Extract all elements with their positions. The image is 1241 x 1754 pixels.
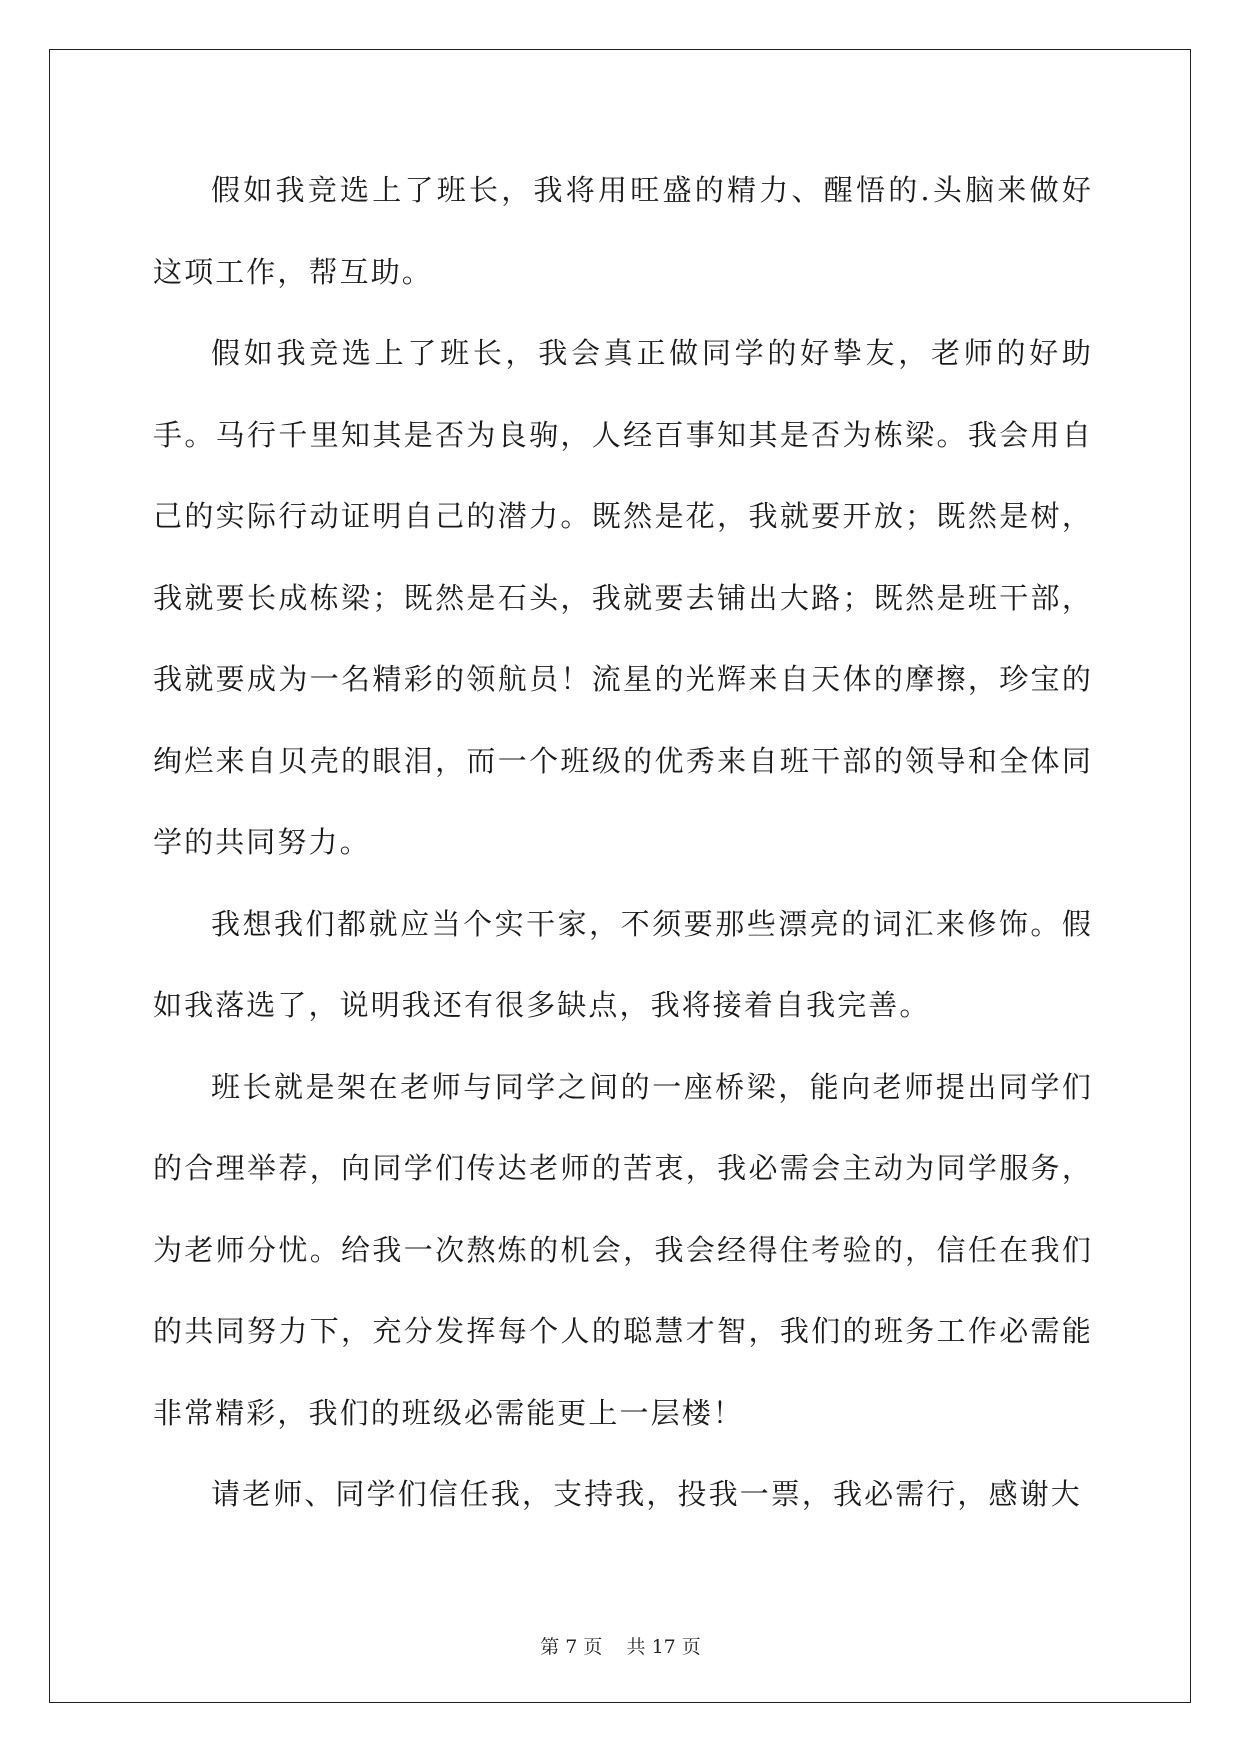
paragraph-4: 班长就是架在老师与同学之间的一座桥梁，能向老师提出同学们的合理举荐，向同学们传达老师的苦衷，我必需会主动为同学服务，为老师分忧。给我一次熬炼的机会，我会经得住考验的，信任在我们的共同努力下，充分发挥每个人的聪慧才智，我们的班务工作必需能非常精彩，我们的班级必需能更上一层楼！ [153, 1069, 1093, 1430]
document-body [153, 150, 1093, 1536]
paragraph-3: 我想我们都就应当个实干家，不须要那些漂亮的词汇来修饰。假如我落选了，说明我还有很多缺点，我将接着自我完善。 [153, 906, 1093, 1022]
paragraph-5: 请老师、同学们信任我，支持我，投我一票，我必需行，感谢大 [211, 1477, 1082, 1511]
paragraph-2: 假如我竞选上了班长，我会真正做同学的好挚友，老师的好助手。马行千里知其是否为良驹，人经百事知其是否为栋梁。我会用自己的实际行动证明自己的潜力。既然是花，我就要开放；既然是树，我就要长成栋梁；既然是石头，我就要去铺出大路；既然是班干部，我就要成为一名精彩的领航员！流星的光辉来自天体的摩擦，珍宝的绚烂来自贝壳的眼泪，而一个班级的优秀来自班干部的领导和全体同学的共同努力。 [153, 336, 1093, 859]
page-number-footer: 第 7 页 共 17 页 [540, 1636, 701, 1658]
paragraph-1: 假如我竞选上了班长，我将用旺盛的精力、醒悟的.头脑来做好这项工作，帮互助。 [153, 173, 1093, 289]
